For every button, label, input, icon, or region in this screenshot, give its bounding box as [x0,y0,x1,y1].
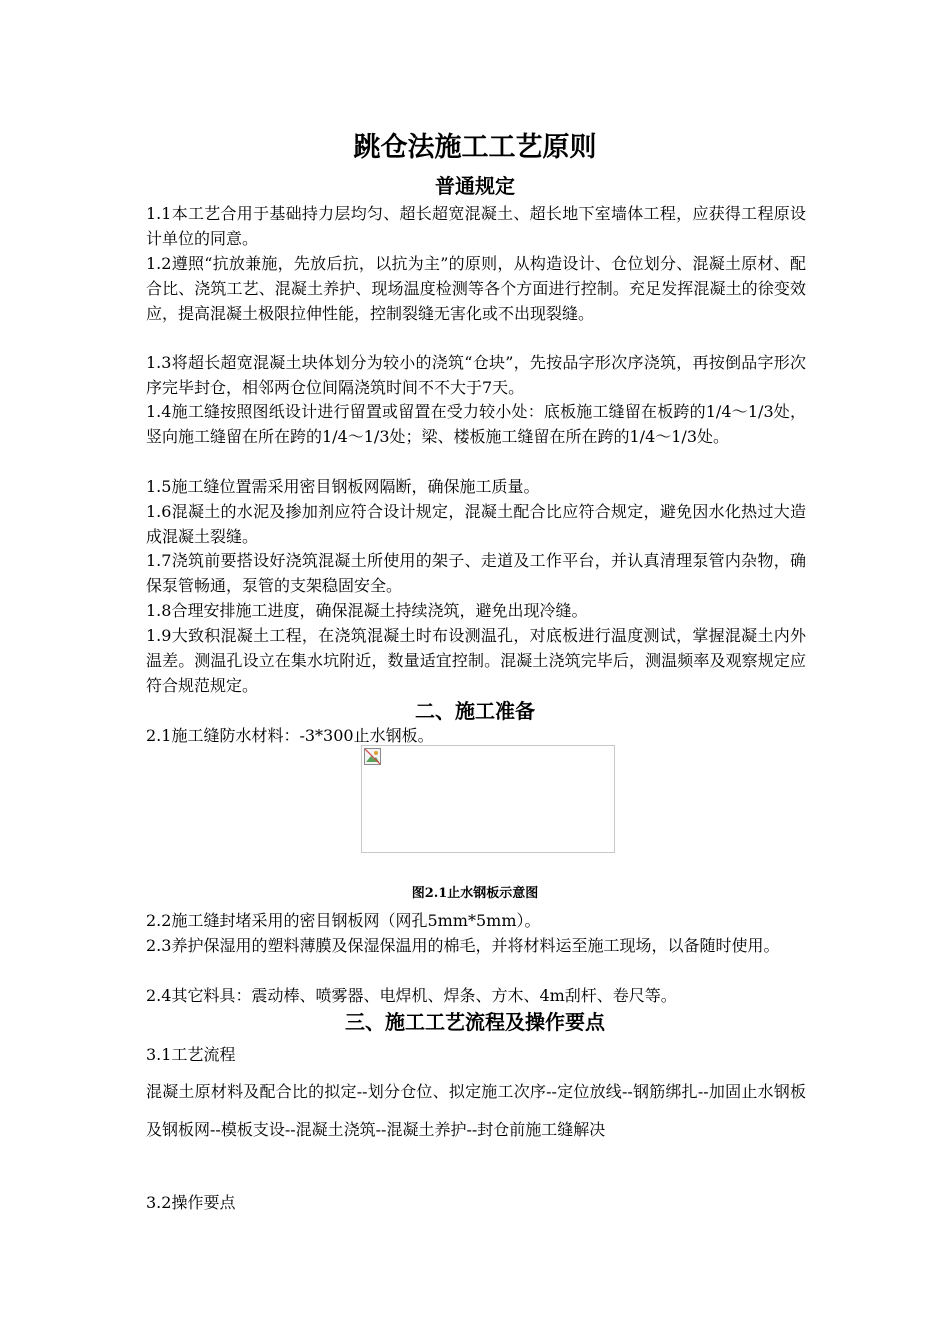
paragraph-1-2: 1.2遵照“抗放兼施，先放后抗，以抗为主”的原则，从构造设计、仓位划分、混凝土原材、配合比、浇筑工艺、混凝土养护、现场温度检测等各个方面进行控制。充足发挥混凝土的徐变效应，提高混凝土极限拉伸性能，控制裂缝无害化或不出现裂缝。 [146,254,806,323]
paragraph-3-1: 3.1工艺流程 [146,1045,236,1064]
figure-image-placeholder [361,745,615,853]
paragraph-2-2: 2.2施工缝封堵采用的密目钢板网（网孔5mm*5mm）。 [146,911,541,930]
section2-heading: 二、施工准备 [415,699,535,723]
paragraph-1-8: 1.8合理安排施工进度，确保混凝土持续浇筑，避免出现冷缝。 [146,601,588,620]
section1-heading: 普通规定 [435,174,515,198]
paragraph-1-1: 1.1本工艺合用于基础持力层均匀、超长超宽混凝土、超长地下室墙体工程，应获得工程原设计单位的同意。 [146,204,806,248]
paragraph-2-3: 2.3养护保湿用的塑料薄膜及保湿保温用的棉毛，并将材料运至施工现场，以备随时使用。 [146,936,780,955]
paragraph-1-3: 1.3将超长超宽混凝土块体划分为较小的浇筑“仓块”，先按品字形次序浇筑，再按倒品字形次序完毕封仓，相邻两仓位间隔浇筑时间不不大于7天。 [146,353,806,397]
paragraph-1-6: 1.6混凝土的水泥及掺加剂应符合设计规定，混凝土配合比应符合规定，避免因水化热过大造成混凝土裂缝。 [146,502,806,546]
paragraph-1-5: 1.5施工缝位置需采用密目钢板网隔断，确保施工质量。 [146,477,540,496]
paragraph-1-4: 1.4施工缝按照图纸设计进行留置或留置在受力较小处：底板施工缝留在板跨的1/4～1/3处，竖向施工缝留在所在跨的1/4～1/3处；梁、楼板施工缝留在所在跨的1/4～1/3处。 [146,402,806,446]
paragraph-2-4: 2.4其它料具：震动棒、喷雾器、电焊机、焊条、方木、4m刮杆、卷尺等。 [146,986,677,1005]
paragraph-1-7: 1.7浇筑前要搭设好浇筑混凝土所使用的架子、走道及工作平台，并认真清理泵管内杂物，确保泵管畅通，泵管的支架稳固安全。 [146,551,806,595]
broken-image-icon [364,748,382,766]
figure-caption: 图2.1止水钢板示意图 [411,886,539,901]
document-title: 跳仓法施工工艺原则 [353,132,597,163]
paragraph-1-9: 1.9大致积混凝土工程，在浇筑混凝土时布设测温孔，对底板进行温度测试，掌握混凝土内外温差。测温孔设立在集水坑附近，数量适宜控制。混凝土浇筑完毕后，测温频率及观察规定应符合规范规定。 [146,626,806,695]
paragraph-3-flow: 混凝土原材料及配合比的拟定--划分仓位、拟定施工次序--定位放线--钢筋绑扎--加固止水钢板及钢板网--模板支设--混凝土浇筑--混凝土养护--封仓前施工缝解决 [146,1082,806,1139]
paragraph-2-1: 2.1施工缝防水材料：-3*300止水钢板。 [146,726,434,745]
paragraph-3-2: 3.2操作要点 [146,1193,236,1212]
section3-heading: 三、施工工艺流程及操作要点 [345,1010,605,1034]
